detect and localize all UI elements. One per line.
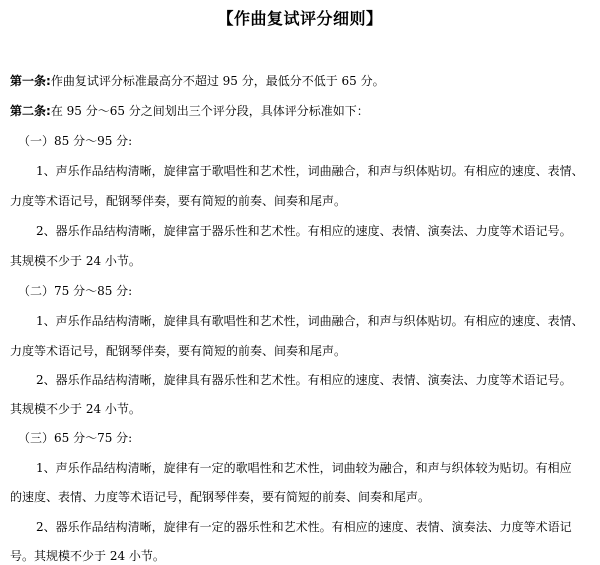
- section-1-vocal-line-2: 力度等术语记号，配钢琴伴奏，要有简短的前奏、间奏和尾声。: [10, 194, 347, 208]
- section-2-instrumental-line-2: 其规模不少于 24 小节。: [10, 402, 141, 416]
- section-3-instrumental-line-2: 号。其规模不少于 24 小节。: [10, 549, 165, 563]
- section-2-instrumental-line-1: 2、器乐作品结构清晰，旋律具有器乐性和艺术性。有相应的速度、表情、演奏法、力度等术语记号。: [36, 373, 572, 387]
- article-1: [10, 72, 385, 90]
- section-3-vocal-line-2: 的速度、表情、力度等术语记号，配钢琴伴奏，要有简短的前奏、间奏和尾声。: [10, 490, 431, 504]
- section-1-heading: （一）85 分～95 分:: [18, 134, 133, 148]
- section-1-instrumental-line-2: 其规模不少于 24 小节。: [10, 254, 141, 268]
- section-3-vocal-line-1: 1、声乐作品结构清晰，旋律有一定的歌唱性和艺术性，词曲较为融合，和声与织体较为贴切。有相应: [36, 461, 572, 475]
- section-3-instrumental-line-1: 2、器乐作品结构清晰，旋律有一定的器乐性和艺术性。有相应的速度、表情、演奏法、力度等术语记: [36, 520, 572, 534]
- document-title: 【作曲复试评分细则】: [217, 9, 383, 28]
- section-1-instrumental-line-1: 2、器乐作品结构清晰，旋律富于器乐性和艺术性。有相应的速度、表情、演奏法、力度等术语记号。: [36, 224, 572, 238]
- article-2-text: 在 95 分～65 分之间划出三个评分段，具体评分标准如下：: [50, 104, 369, 118]
- section-2-heading: （二）75 分～85 分:: [18, 284, 133, 298]
- article-1-text: 作曲复试评分标准最高分不超过 95 分，最低分不低于 65 分。: [50, 74, 385, 88]
- section-2-vocal-line-1: 1、声乐作品结构清晰，旋律具有歌唱性和艺术性，词曲融合，和声与织体贴切。有相应的速度、表情、: [36, 314, 584, 328]
- section-3-heading: （三）65 分～75 分:: [18, 431, 133, 445]
- article-2-label: 第二条:: [10, 104, 51, 118]
- section-2-vocal-line-2: 力度等术语记号，配钢琴伴奏，要有简短的前奏、间奏和尾声。: [10, 344, 347, 358]
- article-1-label: 第一条:: [10, 74, 51, 88]
- section-1-vocal-line-1: 1、声乐作品结构清晰，旋律富于歌唱性和艺术性，词曲融合，和声与织体贴切。有相应的速度、表情、: [36, 164, 584, 178]
- article-2: [10, 102, 369, 120]
